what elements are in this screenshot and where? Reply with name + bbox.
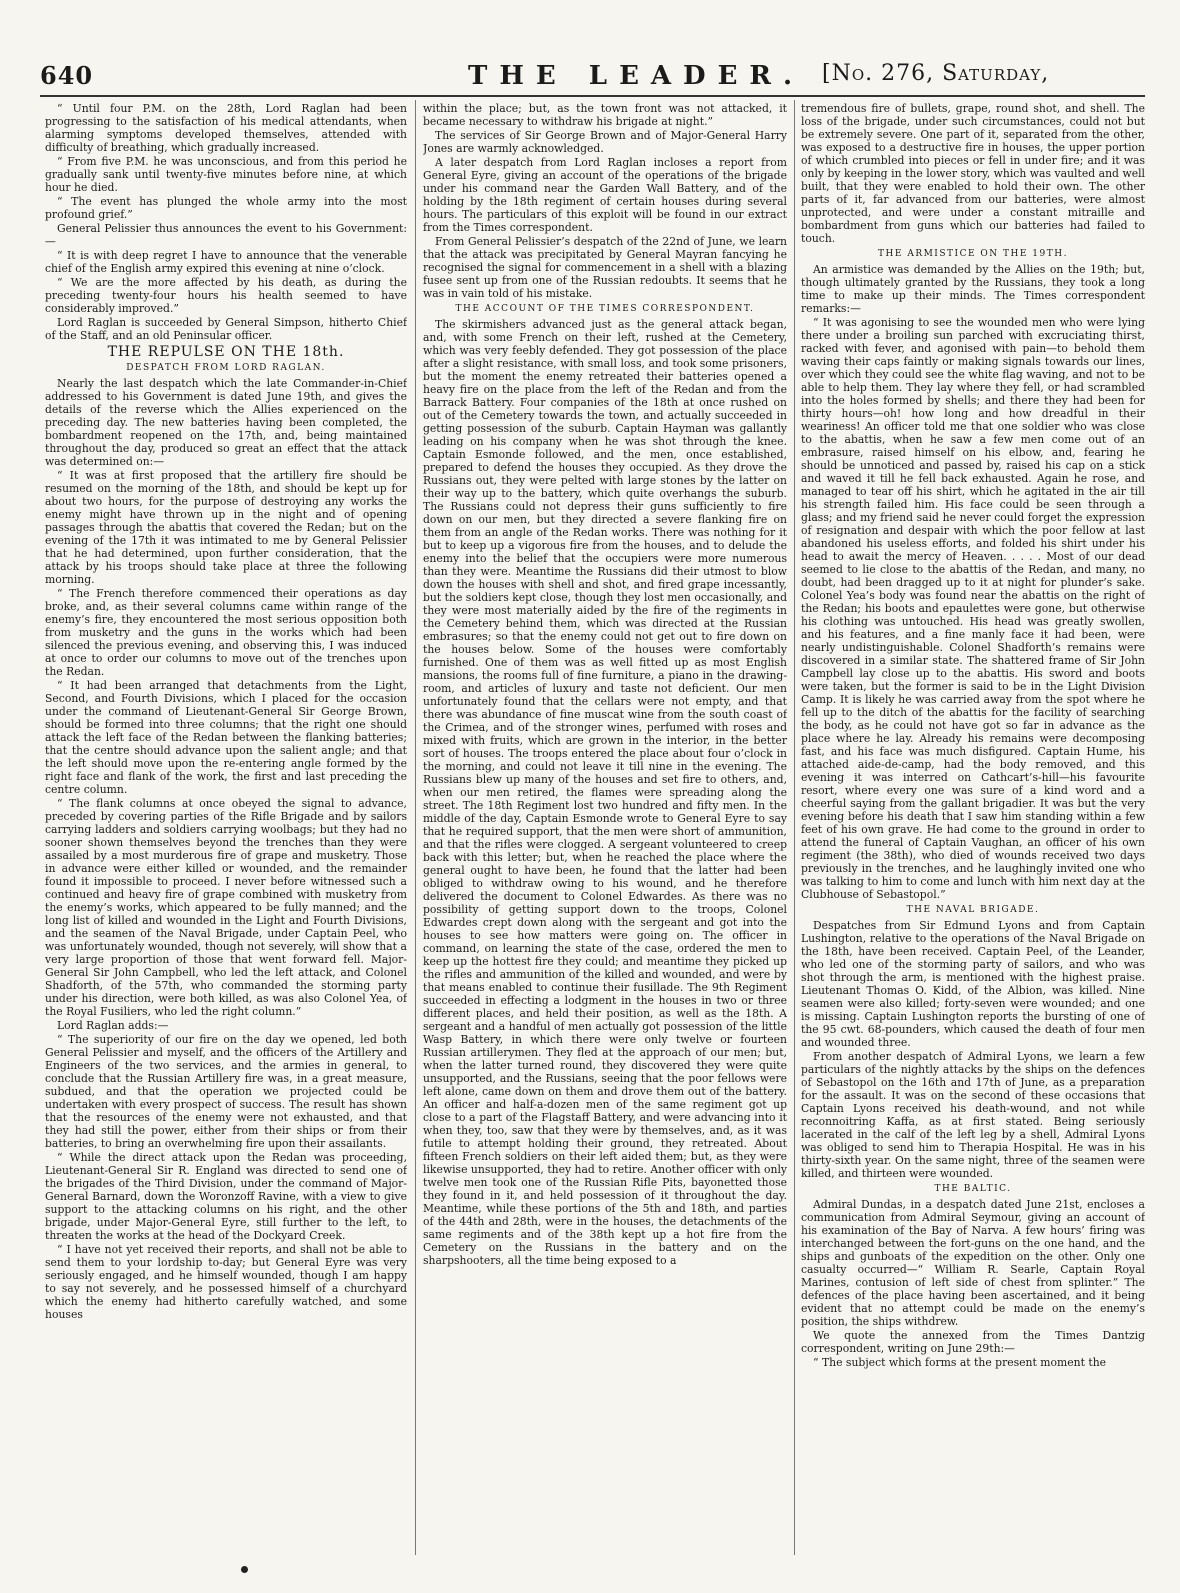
page-number: 640 [40, 61, 94, 90]
paragraph: “ The superiority of our fire on the day we opened, led both General Pelissier and myself, and the officers of the Artillery and Engineers of the two services, and the armies in general, to conclude that the Russian Artillery fire was, in a great measure, subdued, and that the operation we projected could be undertaken with every prospect of success. The result has shown that the resources of the enemy were not exhausted, and that they had still the power, either from their ships or from their batteries, to bring an overwhelming fire upon their assailants. [45, 1033, 407, 1150]
masthead-title: THE LEADER. [468, 61, 805, 91]
ink-speck [241, 1566, 248, 1573]
paragraph: From another despatch of Admiral Lyons, we learn a few particulars of the nightly attacks by the ships on the defences of Sebastopol on the 16th and 17th of June, as a preparation for the assault. It was on the second of these occasions that Captain Lyons received his death-wound, and not while reconnoitring Kaffa, as at first stated. Being seriously lacerated in the calf of the left leg by a shell, Admiral Lyons was obliged to send him to Therapia Hospital. He was in his thirty-sixth year. On the same night, three of the seamen were killed, and thirteen were wounded. [801, 1050, 1145, 1180]
paragraph: “ While the direct attack upon the Redan was proceeding, Lieutenant-General Sir R. England was directed to send one of the brigades of the Third Division, under the command of Major-General Barnard, down the Woronzoff Ravine, with a view to give support to the attacking columns on his right, and the other brigade, under Major-General Eyre, still further to the left, to threaten the works at the head of the Dockyard Creek. [45, 1151, 407, 1242]
paragraph: We quote the annexed from the Times Dantzig correspondent, writing on June 29th:— [801, 1329, 1145, 1355]
section-subheading: THE BALTIC. [934, 1184, 1012, 1194]
paragraph: within the place; but, as the town front was not attacked, it became necessary to withdraw his brigade at night.” [423, 102, 787, 128]
section-subheading: THE ACCOUNT OF THE TIMES CORRESPONDENT. [455, 304, 755, 314]
paragraph: “ The event has plunged the whole army into the most profound grief.” [45, 195, 407, 221]
paragraph: A later despatch from Lord Raglan incloses a report from General Eyre, giving an account of the operations of the brigade under his command near the Garden Wall Battery, and of the holding by the 18th regiment of certain houses during several hours. The particulars of this exploit will be found in our extract from the Times correspondent. [423, 156, 787, 234]
paragraph: “ I have not yet received their reports, and shall not be able to send them to your lordship to-day; but General Eyre was very seriously engaged, and he himself wounded, though I am happy to say not severely, and he possessed himself of a churchyard which the enemy had hitherto carefully watched, and some houses [45, 1243, 407, 1321]
paragraph: The skirmishers advanced just as the general attack began, and, with some French on their left, rushed at the Cemetery, which was very feebly defended. They got possession of the place after a slight resistance, with small loss, and took some prisoners, but the moment the enemy retreated their batteries opened a heavy fire on the place from the left of the Redan and from the Barrack Battery. Four companies of the 18th at once rushed on out of the Cemetery towards the town, and actually succeeded in getting possession of the suburb. Captain Hayman was gallantly leading on his company when he was shot through the knee. Captain Esmonde followed, and the men, once established, prepared to defend the houses they occupied. As they drove the Russians out, they were pelted with large stones by the latter on their way up to the battery, which quite overhangs the suburb. The Russians could not depress their guns sufficiently to fire down on our men, but they directed a severe flanking fire on them from an angle of the Redan works. There was nothing for it but to keep up a vigorous fire from the houses, and to delude the enemy into the belief that the occupiers were more numerous than they were. Meantime the Russians did their utmost to blow down the houses with shell and shot, and fired grape incessantly, but the soldiers kept close, though they lost men occasionally, and they were most materially aided by the fire of the regiments in the Cemetery behind them, which was directed at the Russian embrasures; so that the enemy could not get out to fire down on the houses below. Some of the houses were comfortably furnished. One of them was as well fitted up as most English mansions, the rooms full of fine furniture, a piano in the drawing-room, and articles of luxury and taste not deficient. Our men unfortunately found that the cellars were not empty, and that there was abundance of fine muscat wine from the south coast of the Crimea, and of the stronger wines, perfumed with roses and mixed with fruits, which are grown in the interior, in the better sort of houses. The troops entered the place about four o’clock in the morning, and could not leave it till nine in the evening. The Russians blew up many of the houses and set fire to others, and, when our men retired, the flames were spreading along the street. The 18th Regiment lost two hundred and fifty men. In the middle of the day, Captain Esmonde wrote to General Eyre to say that he required support, that the men were short of ammunition, and that the rifles were clogged. A sergeant volunteered to creep back with this letter; but, when he reached the place where the general ought to have been, he found that the latter had been obliged to withdraw owing to his wound, and he therefore delivered the document to Colonel Edwardes. As there was no possibility of getting support down to the troops, Colonel Edwardes crept down along with the sergeant and got into the houses to see how matters were going on. The officer in command, on learning the state of the case, ordered the men to keep up the hottest fire they could; and meantime they picked up the rifles and ammunition of the killed and wounded, and were by that means enabled to continue their fusillade. The 9th Regiment succeeded in effecting a lodgment in the houses in two or three different places, and held their position, as well as the 18th. A sergeant and a handful of men actually got possession of the little Wasp Battery, in which there were only twelve or fourteen Russian artillerymen. They fled at the approach of our men; but, when the latter turned round, they discovered they were quite unsupported, and the Russians, seeing that the poor fellows were left alone, came down on them and drove them out of the battery. An officer and half-a-dozen men of the same regiment got up close to a part of the Flagstaff Battery, and were advancing into it when they, too, saw that they were by themselves, and, as it was futile to attempt holding their ground, they retreated. About fifteen French soldiers on their left aided them; but, as they were likewise unsupported, they had to retire. Another officer with only twelve men took one of the Russian Rifle Pits, bayonetted those they found in it, and held possession of it throughout the day. Meantime, while these portions of the 5th and 18th, and parties of the 44th and 28th, were in the houses, the detachments of the same regiments and of the 38th kept up a hot fire from the Cemetery on the Russians in the battery and on the sharpshooters, all the time being exposed to a [423, 318, 787, 1267]
paragraph: An armistice was demanded by the Allies on the 19th; but, though ultimately granted by the Russians, they took a long time to make up their minds. The Times correspondent remarks:— [801, 263, 1145, 315]
paragraph: “ From five P.M. he was unconscious, and from this period he gradually sank until twenty-five minutes before nine, at which hour he died. [45, 155, 407, 194]
section-subheading: DESPATCH FROM LORD RAGLAN. [126, 363, 326, 373]
paragraph: “ It was agonising to see the wounded men who were lying there under a broiling sun parched with excruciating thirst, racked with fever, and agonised with pain—to behold them waving their caps faintly or making signals towards our lines, over which they could see the white flag waving, and not to be able to help them. They lay where they fell, or had scrambled into the holes formed by shells; and there they had been for thirty hours—oh! how long and how dreadful in their weariness! An officer told me that one soldier who was close to the abattis, when he saw a few men come out of an embrasure, raised himself on his elbow, and, fearing he should be unnoticed and passed by, raised his cap on a stick and waved it till he fell back exhausted. Again he rose, and managed to tear off his shirt, which he agitated in the air till his strength failed him. His face could be seen through a glass; and my friend said he never could forget the expression of resignation and despair with which the poor fellow at last abandoned his useless efforts, and folded his shirt under his head to await the mercy of Heaven. . . . . Most of our dead seemed to lie close to the abattis of the Redan, and many, no doubt, had been dragged up to it at night for plunder’s sake. Colonel Yea’s body was found near the abattis on the right of the Redan; his boots and epaulettes were gone, but otherwise his clothing was untouched. His head was greatly swollen, and his features, and a fine manly face it had been, were nearly undistinguishable. Colonel Shadforth’s remains were discovered in a similar state. The shattered frame of Sir John Campbell lay close up to the abattis. His sword and boots were taken, but the former is said to be in the Light Division Camp. It is likely he was carried away from the spot where he fell up to the ditch of the abattis for the facility of searching the body, as he could not have got so far in advance as the place where he lay. Already his remains were decomposing fast, and his face was much disfigured. Captain Hume, his attached aide-de-camp, had the body removed, and this evening it was interred on Cathcart’s-hill—his favourite resort, where every one was sure of a kind word and a cheerful saying from the gallant brigadier. It was but the very evening before his death that I saw him standing within a few feet of his own grave. He had come to the ground in order to attend the funeral of Captain Vaughan, an officer of his own regiment (the 38th), who died of wounds received two days previously in the trenches, and he laughingly invited one who was talking to him to come and lunch with him next day at the Clubhouse of Sebastopol.” [801, 316, 1145, 901]
column-2 [423, 102, 787, 1552]
column-1 [45, 102, 407, 1552]
paragraph: “ We are the more affected by his death, as during the preceding twenty-four hours his health seemed to have considerably improved.” [45, 276, 407, 315]
paragraph: General Pelissier thus announces the event to his Government:— [45, 222, 407, 248]
paragraph: “ Until four P.M. on the 28th, Lord Raglan had been progressing to the satisfaction of his medical attendants, when alarming symptoms developed themselves, attended with difficulty of breathing, which gradually increased. [45, 102, 407, 154]
section-subheading: THE ARMISTICE ON THE 19TH. [878, 249, 1068, 259]
section-subheading: THE NAVAL BRIGADE. [906, 905, 1040, 915]
paragraph: “ It was at first proposed that the artillery fire should be resumed on the morning of the 18th, and should be kept up for about two hours, for the purpose of destroying any works the enemy might have thrown up in the night and of opening passages through the abattis that covered the Redan; but on the evening of the 17th it was intimated to me by General Pelissier that he had determined, upon further consideration, that the attack by his troops should take place at three the following morning. [45, 469, 407, 586]
paragraph: tremendous fire of bullets, grape, round shot, and shell. The loss of the brigade, under such circumstances, could not but be extremely severe. One part of it, separated from the other, was exposed to a destructive fire in houses, the upper portion of which crumbled into pieces or fell in under fire; and it was only by keeping in the lower story, which was vaulted and well built, that they were enabled to hold their own. The other parts of it, far advanced from our batteries, were almost unprotected, and were under a constant mitraille and bombardment from guns which our batteries had failed to touch. [801, 102, 1145, 245]
paragraph: From General Pelissier’s despatch of the 22nd of June, we learn that the attack was precipitated by General Mayran fancying he recognised the signal for commencement in a shell with a blazing fusee sent up from one of the Russian redoubts. It seems that he was in vain told of his mistake. [423, 235, 787, 300]
paragraph: Admiral Dundas, in a despatch dated June 21st, encloses a communication from Admiral Seymour, giving an account of his examination of the Bay of Narva. A few hours’ firing was interchanged between the fort-guns on the one hand, and the ships and gunboats of the expedition on the other. Only one casualty occurred—“ William R. Searle, Captain Royal Marines, contusion of left side of chest from splinter.” The defences of the place having been ascertained, and it being evident that no attempt could be made on the enemy’s position, the ships withdrew. [801, 1198, 1145, 1328]
paragraph: Lord Raglan adds:— [57, 1019, 169, 1032]
paragraph: “ It is with deep regret I have to announce that the venerable chief of the English army expired this evening at nine o’clock. [45, 249, 407, 275]
paragraph: “ The flank columns at once obeyed the signal to advance, preceded by covering parties of the Rifle Brigade and by sailors carrying ladders and soldiers carrying woolbags; but they had no sooner shown themselves beyond the trenches than they were assailed by a most murderous fire of grape and musketry. Those in advance were either killed or wounded, and the remainder found it impossible to proceed. I never before witnessed such a continued and heavy fire of grape combined with musketry from the enemy’s works, which appeared to be fully manned; and the long list of killed and wounded in the Light and Fourth Divisions, and the seamen of the Naval Brigade, under Captain Peel, who was unfortunately wounded, though not severely, will show that a very large proportion of those that went forward fell. Major-General Sir John Campbell, who led the left attack, and Colonel Shadforth, of the 57th, who commanded the storming party under his direction, were both killed, as was also Colonel Yea, of the Royal Fusiliers, who led the right column.” [45, 797, 407, 1018]
paragraph: Despatches from Sir Edmund Lyons and from Captain Lushington, relative to the operations of the Naval Brigade on the 18th, have been received. Captain Peel, of the Leander, who led one of the storming party of sailors, and who was shot through the arm, is mentioned with the highest praise. Lieutenant Thomas O. Kidd, of the Albion, was killed. Nine seamen were also killed; forty-seven were wounded; and one is missing. Captain Lushington reports the bursting of one of the 95 cwt. 68-pounders, which caused the death of four men and wounded three. [801, 919, 1145, 1049]
column-divider [794, 100, 795, 1555]
paragraph: The services of Sir George Brown and of Major-General Harry Jones are warmly acknowledged. [423, 129, 787, 155]
paragraph: Nearly the last despatch which the late Commander-in-Chief addressed to his Government is dated June 19th, and gives the details of the reverse which the Allies experienced on the preceding day. The new batteries having been completed, the bombardment reopened on the 17th, and, being maintained throughout the day, produced so great an effect that the attack was determined on:— [45, 377, 407, 468]
column-divider [415, 100, 416, 1555]
header-rule [40, 95, 1145, 97]
paragraph: “ It had been arranged that detachments from the Light, Second, and Fourth Divisions, which I placed for the occasion under the command of Lieutenant-General Sir George Brown, should be formed into three columns; that the right one should attack the left face of the Redan between the flanking batteries; that the centre should advance upon the salient angle; and that the left should move upon the re-entering angle formed by the right face and flank of the work, the first and last preceding the centre column. [45, 679, 407, 796]
section-heading: THE REPULSE ON THE 18th. [107, 344, 345, 360]
paragraph: “ The subject which forms at the present moment the [813, 1356, 1107, 1369]
page-header [0, 55, 1180, 95]
issue-info: [No. 276, Saturday, [822, 61, 1050, 86]
paragraph: “ The French therefore commenced their operations as day broke, and, as their several columns came within range of the enemy’s fire, they encountered the most serious opposition both from musketry and the guns in the works which had been silenced the previous evening, and observing this, I was induced at once to order our columns to move out of the trenches upon the Redan. [45, 587, 407, 678]
column-3 [801, 102, 1145, 1552]
paragraph: Lord Raglan is succeeded by General Simpson, hitherto Chief of the Staff, and an old Peninsular officer. [45, 316, 407, 342]
